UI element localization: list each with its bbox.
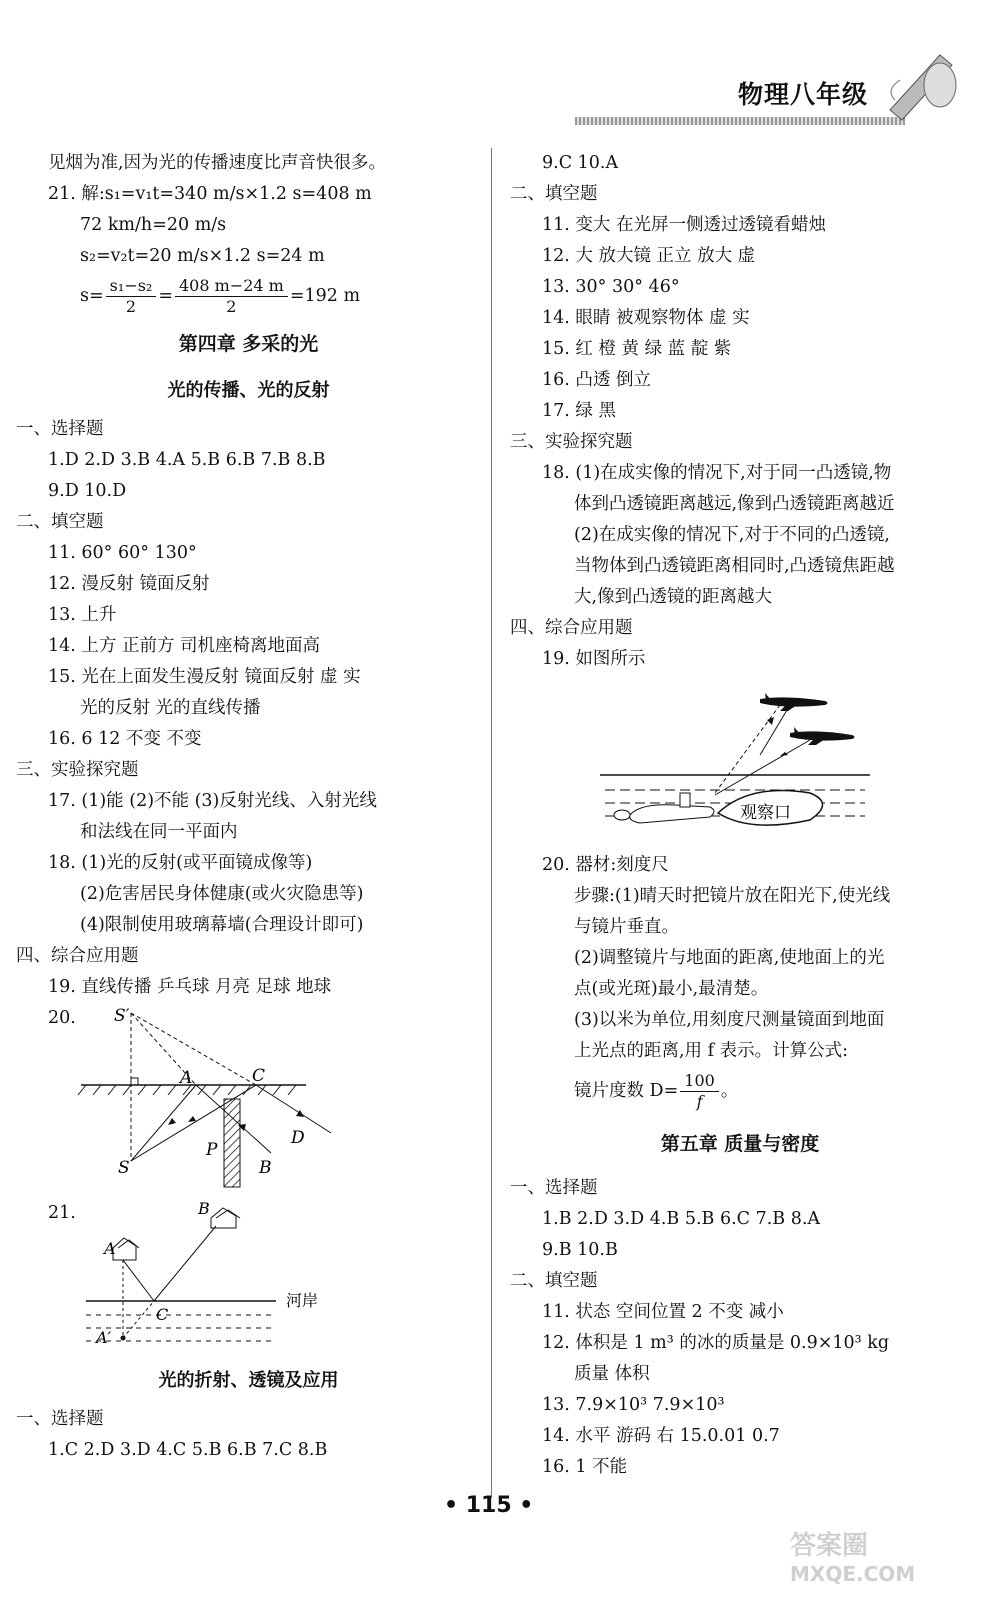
answer-line: 14. 水平 游码 右 15.0.01 0.7 xyxy=(542,1426,780,1446)
formula-suffix: 。 xyxy=(720,1081,739,1101)
answer-line: 16. 凸透 倒立 xyxy=(542,370,651,390)
answer-line: 13. 7.9×10³ 7.9×10³ xyxy=(542,1395,725,1415)
header-decoration-icon xyxy=(880,40,960,130)
section-heading: 一、选择题 xyxy=(16,419,104,439)
answer-line: 步骤:(1)晴天时把镜片放在阳光下,使光线 xyxy=(574,886,891,906)
header-divider xyxy=(575,117,905,125)
fraction-den: f xyxy=(696,1092,703,1111)
watermark-logo xyxy=(790,1525,970,1595)
label-a: A xyxy=(180,1068,193,1088)
answer-line: 19. 直线传播 乒乓球 月亮 足球 地球 xyxy=(48,977,332,997)
section-heading: 一、选择题 xyxy=(510,1178,598,1198)
answer-line: 光的反射 光的直线传播 xyxy=(80,698,261,718)
answer-line: 14. 眼睛 被观察物体 虚 实 xyxy=(542,308,750,328)
fraction-den: 2 xyxy=(125,297,137,316)
fraction-den: 2 xyxy=(226,297,237,316)
answer-line: 19. 如图所示 xyxy=(542,649,646,669)
figure-label: 21. xyxy=(48,1203,76,1223)
q21-line: 21. 解:s₁=v₁t=340 m/s×1.2 s=408 m xyxy=(48,184,372,204)
answer-line: 质量 体积 xyxy=(574,1364,650,1384)
label-a: A xyxy=(104,1239,116,1258)
answer-line: 16. 6 12 不变 不变 xyxy=(48,729,202,749)
answer-line: 18. (1)在成实像的情况下,对于同一凸透镜,物 xyxy=(542,463,892,483)
label-p: P xyxy=(206,1140,218,1160)
label-a-prime: A′ xyxy=(96,1328,112,1347)
answer-line: 9.B 10.B xyxy=(542,1240,618,1260)
fraction xyxy=(680,1071,719,1112)
right-column xyxy=(510,148,970,1483)
figure-label: 20. xyxy=(48,1008,76,1028)
answer-line: 12. 体积是 1 m³ 的冰的质量是 0.9×10³ kg xyxy=(542,1333,890,1353)
label-c: C xyxy=(252,1066,266,1086)
left-column xyxy=(16,148,481,1466)
fraction xyxy=(175,276,288,317)
answer-line: (4)限制使用玻璃幕墙(合理设计即可) xyxy=(80,915,364,935)
periscope-diagram xyxy=(600,675,870,850)
mirror-reflection-diagram xyxy=(76,1003,336,1198)
text-line: 见烟为准,因为光的传播速度比声音快很多。 xyxy=(48,153,387,173)
answer-line: 与镜片垂直。 xyxy=(574,917,679,937)
column-divider xyxy=(491,148,492,1498)
observation-port-label: 观察口 xyxy=(740,803,791,823)
section-title: 光的传播、光的反射 xyxy=(167,380,330,401)
figure-21 xyxy=(16,1198,481,1358)
answer-line: 12. 大 放大镜 正立 放大 虚 xyxy=(542,246,756,266)
section-heading: 二、填空题 xyxy=(16,512,104,532)
label-d: D xyxy=(291,1128,305,1148)
answer-line: 1.D 2.D 3.B 4.A 5.B 6.B 7.B 8.B xyxy=(48,450,326,470)
river-bank-diagram xyxy=(76,1198,356,1358)
label-river-bank: 河岸 xyxy=(286,1291,319,1310)
answer-line: 当物体到凸透镜距离相同时,凸透镜焦距越 xyxy=(574,556,895,576)
answer-line: 11. 状态 空间位置 2 不变 减小 xyxy=(542,1302,784,1322)
q21-line: 72 km/h=20 m/s xyxy=(80,215,227,235)
section-heading: 四、综合应用题 xyxy=(16,946,139,966)
answer-line: 14. 上方 正前方 司机座椅离地面高 xyxy=(48,636,321,656)
answer-line: 11. 60° 60° 130° xyxy=(48,543,197,563)
fraction-num: 100 xyxy=(680,1071,719,1092)
label-b: B xyxy=(259,1158,272,1178)
q21-line: s₂=v₂t=20 m/s×1.2 s=24 m xyxy=(80,246,325,266)
answer-line: (2)调整镜片与地面的距离,使地面上的光 xyxy=(574,948,885,968)
answer-line: (2)在成实像的情况下,对于不同的凸透镜, xyxy=(574,525,890,545)
section-heading: 四、综合应用题 xyxy=(510,618,633,638)
lens-formula xyxy=(510,1067,970,1115)
label-s: S xyxy=(118,1158,130,1178)
answer-line: 9.D 10.D xyxy=(48,481,127,501)
answer-line: 1.C 2.D 3.D 4.C 5.B 6.B 7.C 8.B xyxy=(48,1440,328,1460)
answer-line: (2)危害居民身体健康(或火灾隐患等) xyxy=(80,884,364,904)
label-c: C xyxy=(156,1305,169,1324)
fraction xyxy=(106,276,157,317)
formula-result: =192 m xyxy=(289,286,361,306)
section-heading: 三、实验探究题 xyxy=(510,432,633,452)
q21-formula xyxy=(16,272,481,320)
fraction-num: 408 m−24 m xyxy=(175,276,288,297)
answer-line: 大,像到凸透镜的距离越大 xyxy=(574,587,773,607)
answer-line: (3)以米为单位,用刻度尺测量镜面到地面 xyxy=(574,1010,885,1030)
section-heading: 三、实验探究题 xyxy=(16,760,139,780)
page-header-title: 物理八年级 xyxy=(738,80,869,109)
formula-s: s= xyxy=(80,286,104,306)
answer-line: 9.C 10.A xyxy=(542,153,619,173)
answer-line: 13. 30° 30° 46° xyxy=(542,277,680,297)
answer-line: 11. 变大 在光屏一侧透过透镜看蜡烛 xyxy=(542,215,826,235)
fraction-num: s₁−s₂ xyxy=(106,276,157,297)
answer-line: 20. 器材:刻度尺 xyxy=(542,855,669,875)
answer-line: 13. 上升 xyxy=(48,605,117,625)
formula-prefix: 镜片度数 D= xyxy=(574,1081,679,1101)
answer-line: 18. (1)光的反射(或平面镜成像等) xyxy=(48,853,313,873)
figure-19 xyxy=(510,675,970,850)
watermark-url: MXQE.COM xyxy=(790,1562,916,1586)
chapter-title: 第四章 多采的光 xyxy=(178,333,319,355)
answer-line: 1.B 2.D 3.D 4.B 5.B 6.C 7.B 8.A xyxy=(542,1209,821,1229)
answer-line: 17. 绿 黑 xyxy=(542,401,616,421)
section-title: 光的折射、透镜及应用 xyxy=(158,1370,339,1391)
answer-line: 12. 漫反射 镜面反射 xyxy=(48,574,210,594)
formula-eq: = xyxy=(158,286,173,306)
figure-20 xyxy=(16,1003,481,1198)
section-heading: 一、选择题 xyxy=(16,1409,104,1429)
answer-line: 17. (1)能 (2)不能 (3)反射光线、入射光线 xyxy=(48,791,377,811)
label-s-prime: S′ xyxy=(114,1006,130,1026)
answer-line: 16. 1 不能 xyxy=(542,1457,628,1477)
answer-line: 15. 光在上面发生漫反射 镜面反射 虚 实 xyxy=(48,667,361,687)
watermark-text: 答案圈 xyxy=(790,1531,869,1561)
section-heading: 二、填空题 xyxy=(510,184,598,204)
label-b: B xyxy=(198,1199,210,1218)
answer-line: 点(或光斑)最小,最清楚。 xyxy=(574,979,769,999)
answer-line: 15. 红 橙 黄 绿 蓝 靛 紫 xyxy=(542,339,732,359)
chapter-title: 第五章 质量与密度 xyxy=(660,1133,820,1155)
answer-line: 上光点的距离,用 f 表示。计算公式: xyxy=(574,1041,849,1061)
answer-line: 和法线在同一平面内 xyxy=(80,822,238,842)
section-heading: 二、填空题 xyxy=(510,1271,598,1291)
answer-line: 体到凸透镜距离越远,像到凸透镜距离越近 xyxy=(574,494,895,514)
page-number: • 115 • xyxy=(444,1493,534,1518)
